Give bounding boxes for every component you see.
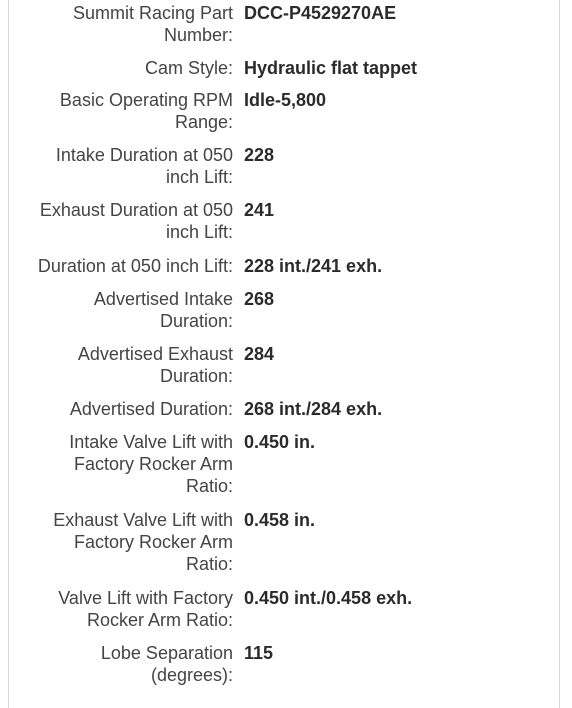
spec-value: 228 xyxy=(244,145,275,165)
spec-value: Idle-5,800 xyxy=(244,90,327,110)
spec-label: Valve Lift with Factory Rocker Arm Ratio: xyxy=(58,588,233,630)
spec-label: Exhaust Valve Lift with Factory Rocker Arm Ratio: xyxy=(53,510,233,574)
spec-label: Advertised Exhaust Duration: xyxy=(77,344,233,386)
spec-value: 241 xyxy=(244,200,275,220)
spec-label: Intake Valve Lift with Factory Rocker Arm Ratio: xyxy=(69,432,233,496)
spec-value: Hydraulic flat tappet xyxy=(244,58,418,78)
spec-label: Advertised Intake Duration: xyxy=(93,289,233,331)
spec-label: Exhaust Duration at 050 inch Lift: xyxy=(39,200,233,242)
spec-value: 268 int./284 exh. xyxy=(244,399,383,419)
spec-value: 0.450 int./0.458 exh. xyxy=(244,588,413,608)
spec-label: Duration at 050 inch Lift: xyxy=(37,256,233,276)
spec-value: 228 int./241 exh. xyxy=(244,256,383,276)
spec-label: Lobe Separation (degrees): xyxy=(100,643,233,685)
spec-label: Intake Duration at 050 inch Lift: xyxy=(55,145,233,187)
spec-value: DCC-P4529270AE xyxy=(244,3,397,23)
spec-value: 268 xyxy=(244,289,275,309)
spec-label: Cam Style: xyxy=(144,58,233,78)
spec-value: 0.458 in. xyxy=(244,510,316,530)
spec-label: Basic Operating RPM Range: xyxy=(59,90,233,132)
spec-value: 284 xyxy=(244,344,275,364)
spec-label: Summit Racing Part Number: xyxy=(72,3,233,45)
spec-value: 115 xyxy=(244,643,274,663)
spec-value: 0.450 in. xyxy=(244,432,316,452)
spec-label: Advertised Duration: xyxy=(69,399,233,419)
